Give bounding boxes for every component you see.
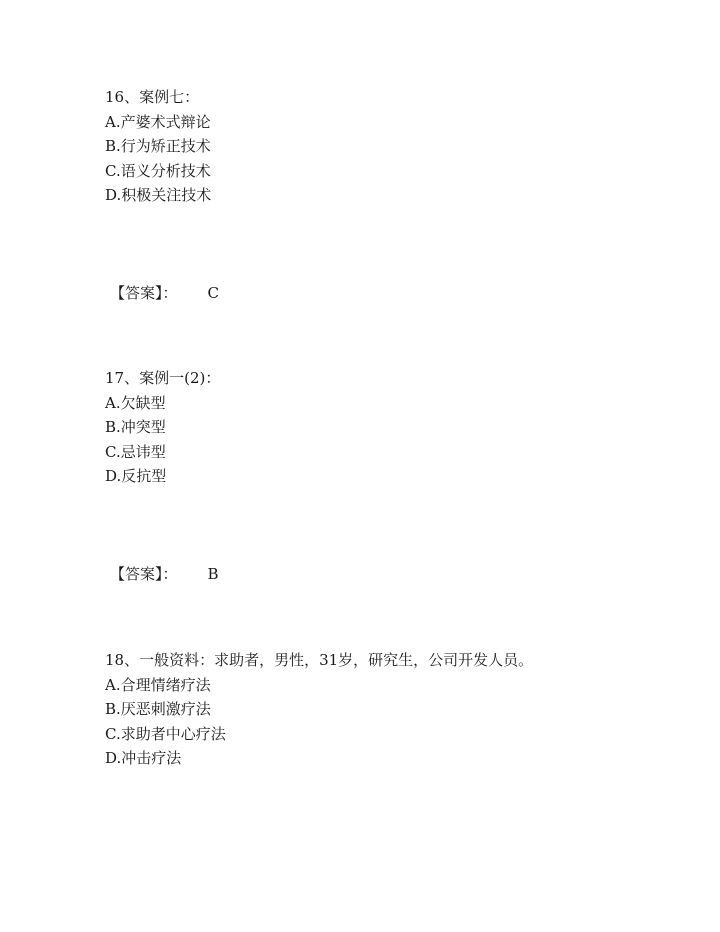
option-d: D.冲击疗法 bbox=[105, 749, 182, 767]
question-17 bbox=[105, 366, 220, 489]
option-a: A.合理情绪疗法 bbox=[105, 675, 211, 694]
answer-value: C bbox=[207, 284, 219, 302]
option-c: C.忌讳型 bbox=[105, 442, 166, 461]
option-b: B.厌恶刺激疗法 bbox=[105, 700, 211, 718]
answer-label: 【答案】： bbox=[110, 284, 178, 302]
answer-17 bbox=[110, 562, 219, 586]
option-a: A.欠缺型 bbox=[105, 393, 166, 412]
option-d: D.反抗型 bbox=[105, 467, 167, 485]
option-c: C.语义分析技术 bbox=[105, 161, 211, 180]
question-stem: 16、案例七： bbox=[105, 88, 200, 106]
question-16 bbox=[105, 85, 211, 208]
option-b: B.冲突型 bbox=[105, 418, 166, 436]
answer-16 bbox=[110, 281, 219, 305]
question-stem: 18、一般资料：求助者，男性，31岁，研究生，公司开发人员。 bbox=[105, 651, 534, 669]
option-b: B.行为矫正技术 bbox=[105, 137, 211, 155]
option-a: A.产婆术式辩论 bbox=[105, 112, 211, 131]
question-stem: 17、案例一(2)： bbox=[105, 369, 221, 387]
answer-label: 【答案】： bbox=[110, 565, 178, 583]
question-18 bbox=[105, 648, 533, 771]
answer-value: B bbox=[207, 565, 219, 583]
option-c: C.求助者中心疗法 bbox=[105, 724, 226, 743]
option-d: D.积极关注技术 bbox=[105, 186, 212, 204]
